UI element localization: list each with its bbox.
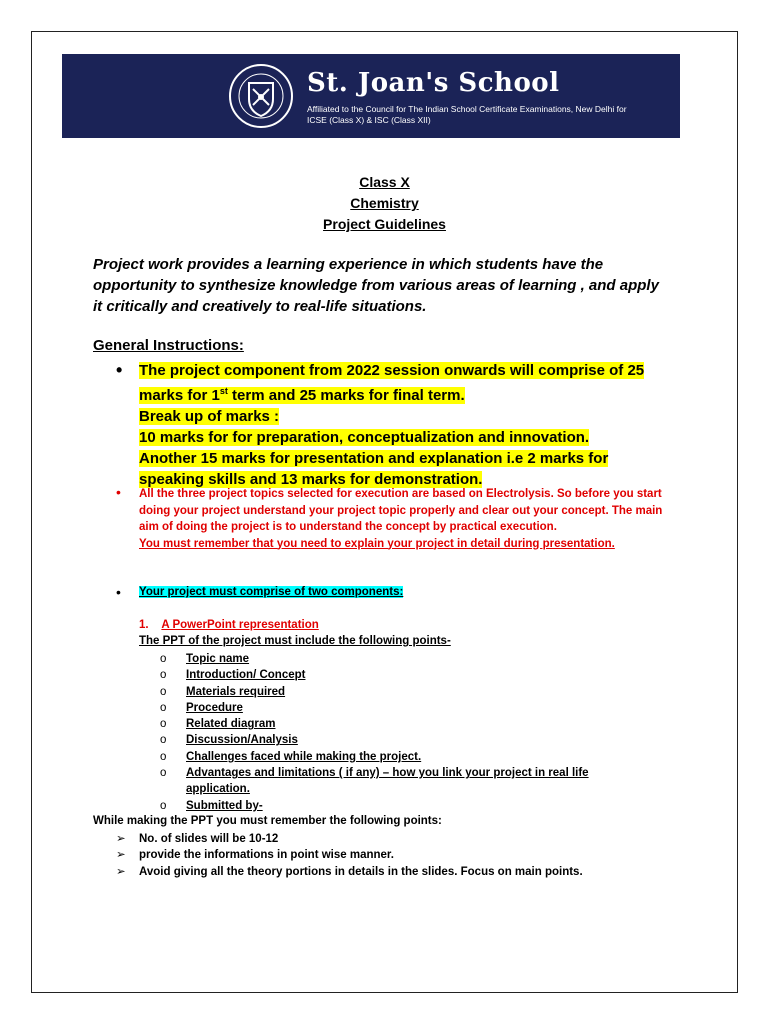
ppt-subtitle: The PPT of the project must include the following points- bbox=[139, 635, 451, 647]
school-affiliation: Affiliated to the Council for The Indian School Certificate Examinations, New Delhi for ICSE (Class X) & ISC (Class XII) bbox=[307, 104, 627, 125]
list-item bbox=[160, 716, 660, 732]
electrolysis-text: All the three project topics selected for execution are based on Electrolysis. So before you start doing your project understand your project topic properly and clear out your concept. The main aim of doing the project is to understand the concept by practical execution. bbox=[139, 488, 663, 533]
list-item bbox=[116, 864, 583, 880]
hl-line-3: Break up of marks : bbox=[139, 408, 280, 425]
list-item bbox=[116, 847, 583, 863]
list-item bbox=[160, 684, 660, 700]
components-heading: Your project must comprise of two components: bbox=[139, 586, 404, 598]
hl-line-4: 10 marks for for preparation, conceptualization and innovation. bbox=[139, 429, 590, 446]
circle-bullet-icon: o bbox=[160, 669, 167, 682]
list-item bbox=[160, 700, 660, 716]
presentation-reminder: You must remember that you need to explain your project in detail during presentation. bbox=[139, 537, 615, 550]
doc-title: Project Guidelines bbox=[323, 216, 446, 232]
while-making-list bbox=[116, 831, 583, 880]
list-item bbox=[160, 732, 660, 748]
point-text: Materials required bbox=[186, 685, 286, 698]
superscript-st: st bbox=[219, 386, 228, 396]
circle-bullet-icon: o bbox=[160, 767, 167, 780]
list-item bbox=[160, 798, 660, 814]
school-banner bbox=[62, 54, 680, 138]
circle-bullet-icon: o bbox=[160, 799, 167, 812]
list-item bbox=[160, 667, 660, 683]
hl-line-5: Another 15 marks for presentation and explanation i.e 2 marks for bbox=[139, 450, 609, 467]
ppt-points-list bbox=[160, 651, 660, 814]
circle-bullet-icon: o bbox=[160, 734, 167, 747]
point-text: provide the informations in point wise manner. bbox=[139, 849, 394, 862]
bullet-icon: • bbox=[116, 484, 121, 500]
circle-bullet-icon: o bbox=[160, 653, 167, 665]
point-text: Discussion/Analysis bbox=[186, 734, 298, 747]
ppt-title: A PowerPoint representation bbox=[161, 619, 319, 631]
arrow-bullet-icon: ➢ bbox=[116, 865, 126, 878]
electrolysis-note bbox=[139, 486, 679, 552]
highlighted-instructions bbox=[139, 360, 679, 490]
general-instructions-heading: General Instructions: bbox=[93, 337, 244, 354]
ppt-heading bbox=[139, 619, 319, 631]
while-making-intro: While making the PPT you must remember the following points: bbox=[93, 815, 442, 827]
hl-line-2 bbox=[139, 387, 465, 404]
bullet-icon: • bbox=[116, 360, 123, 380]
circle-bullet-icon: o bbox=[160, 750, 167, 763]
subject-heading: Chemistry bbox=[350, 195, 419, 211]
point-text: Submitted by- bbox=[186, 799, 263, 812]
point-text: Topic name bbox=[186, 653, 250, 665]
ppt-number: 1. bbox=[139, 619, 149, 631]
school-name: St. Joan's School bbox=[307, 68, 560, 98]
list-item bbox=[160, 749, 660, 765]
point-text: Challenges faced while making the project. bbox=[186, 750, 422, 763]
class-heading: Class X bbox=[359, 174, 410, 190]
circle-bullet-icon: o bbox=[160, 718, 167, 731]
circle-bullet-icon: o bbox=[160, 685, 167, 698]
list-item bbox=[160, 651, 660, 667]
circle-bullet-icon: o bbox=[160, 701, 167, 714]
point-text: Related diagram bbox=[186, 718, 276, 731]
point-text: Procedure bbox=[186, 701, 243, 714]
hl-line-2a: marks for 1 bbox=[139, 387, 220, 404]
hl-line-1: The project component from 2022 session onwards will comprise of 25 bbox=[139, 362, 645, 379]
point-text: Avoid giving all the theory portions in details in the slides. Focus on main points. bbox=[139, 865, 583, 878]
point-text: Introduction/ Concept bbox=[186, 669, 306, 682]
point-text: Advantages and limitations ( if any) – how you link your project in real life application. bbox=[186, 767, 589, 796]
school-crest-logo bbox=[228, 63, 294, 129]
document-headings bbox=[31, 172, 738, 235]
point-text: No. of slides will be 10-12 bbox=[139, 833, 279, 845]
hl-line-2b: term and 25 marks for final term. bbox=[227, 387, 465, 404]
bullet-icon: • bbox=[116, 584, 121, 600]
intro-paragraph: Project work provides a learning experience in which students have the opportunity to synthesize knowledge from various areas of learning , and apply it critically and creatively to real-life situations. bbox=[93, 256, 659, 315]
list-item bbox=[116, 831, 583, 847]
hl-line-6: speaking skills and 13 marks for demonstration. bbox=[139, 471, 483, 488]
arrow-bullet-icon: ➢ bbox=[116, 833, 126, 845]
arrow-bullet-icon: ➢ bbox=[116, 849, 126, 862]
list-item bbox=[160, 765, 626, 798]
